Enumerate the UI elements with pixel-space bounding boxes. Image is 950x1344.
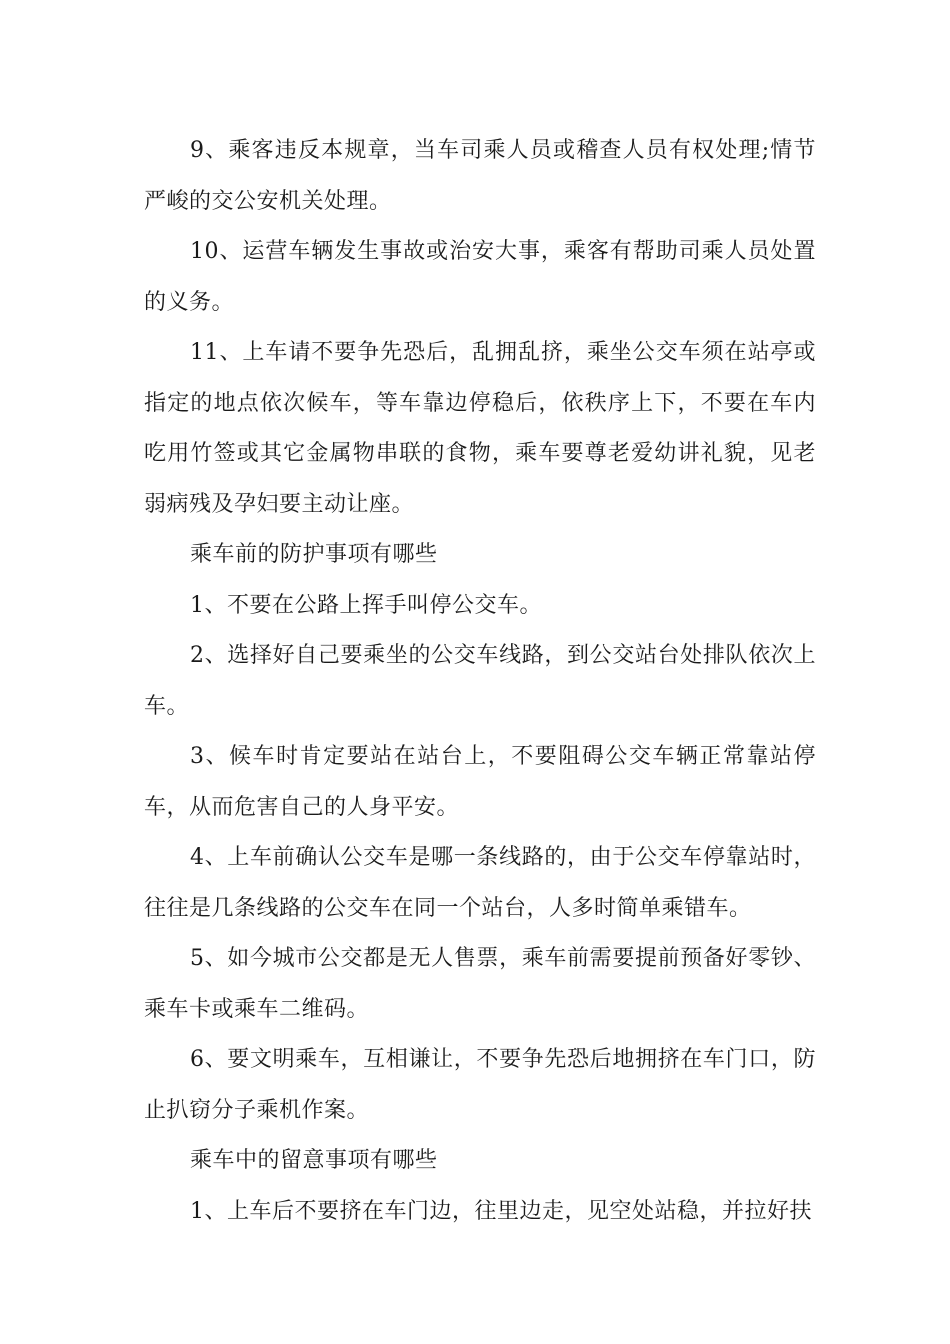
paragraph-before-1: 1、不要在公路上挥手叫停公交车。 <box>190 592 542 618</box>
paragraph-before-6: 6、要文明乘车，互相谦让，不要争先恐后地拥挤在车门口，防止扒窃分子乘机作案。 <box>144 1047 816 1123</box>
paragraph-rule-10: 10、运营车辆发生事故或治安大事，乘客有帮助司乘人员处置的义务。 <box>144 239 816 315</box>
paragraph-before-4: 4、上车前确认公交车是哪一条线路的，由于公交车停靠站时，往往是几条线路的公交车在同一个站台，人多时简单乘错车。 <box>144 845 816 921</box>
document-body <box>144 126 816 1237</box>
paragraph-before-5: 5、如今城市公交都是无人售票，乘车前需要提前预备好零钞、乘车卡或乘车二维码。 <box>144 946 816 1022</box>
paragraph-rule-11: 11、上车请不要争先恐后，乱拥乱挤，乘坐公交车须在站亭或指定的地点依次候车，等车靠边停稳后，依秩序上下，不要在车内吃用竹签或其它金属物串联的食物，乘车要尊老爱幼讲礼貌，见老弱病残及孕妇要主动让座。 <box>144 340 816 517</box>
paragraph-rule-9: 9、乘客违反本规章，当车司乘人员或稽查人员有权处理;情节严峻的交公安机关处理。 <box>144 138 816 214</box>
section-heading-during-ride: 乘车中的留意事项有哪些 <box>190 1148 438 1173</box>
paragraph-before-2: 2、选择好自己要乘坐的公交车线路，到公交站台处排队依次上车。 <box>144 643 816 719</box>
paragraph-during-1: 1、上车后不要挤在车门边，往里边走，见空处站稳，并拉好扶 <box>190 1198 812 1224</box>
section-heading-before-boarding: 乘车前的防护事项有哪些 <box>190 542 438 567</box>
paragraph-before-3: 3、候车时肯定要站在站台上，不要阻碍公交车辆正常靠站停车，从而危害自己的人身平安。 <box>144 744 816 820</box>
